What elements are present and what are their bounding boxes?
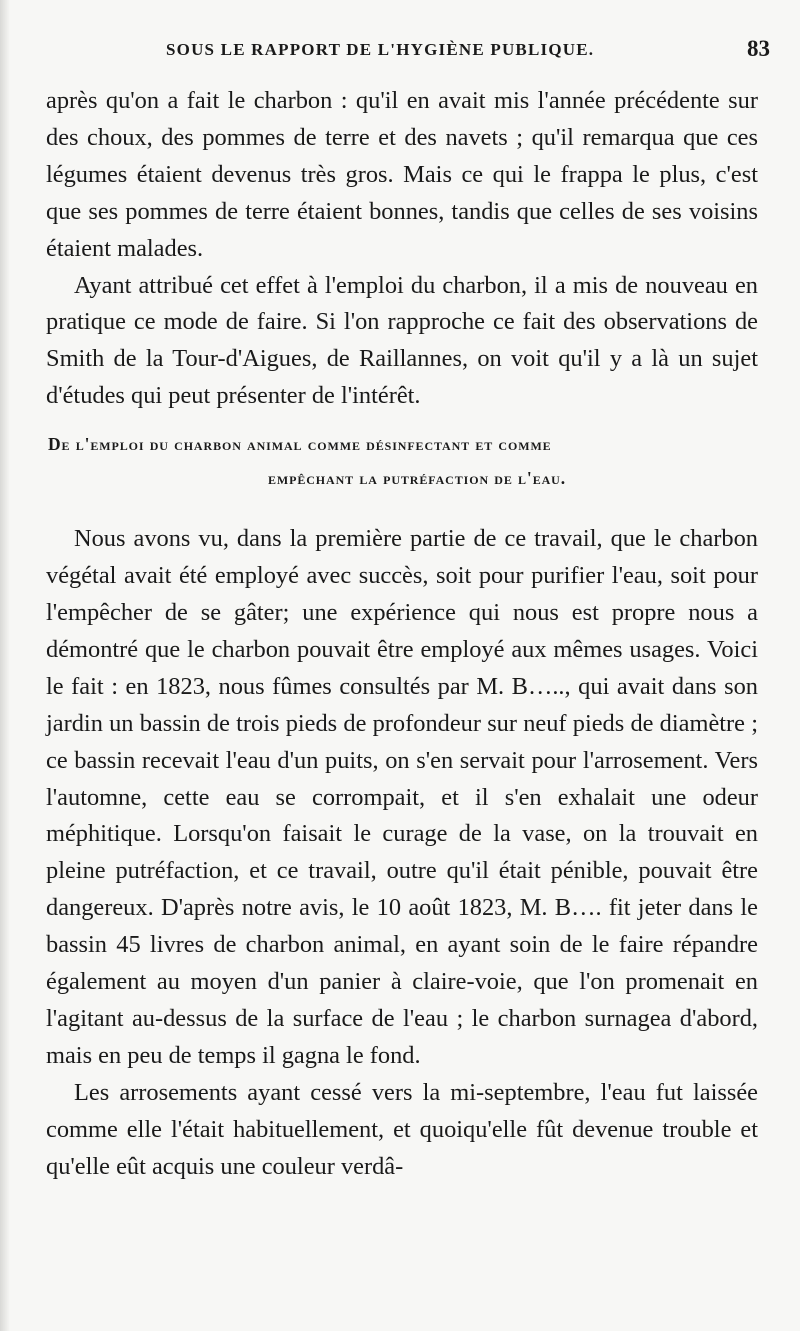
page-gutter-shadow: [0, 0, 10, 1331]
paragraph-arrosements: Les arrosements ayant cessé vers la mi-septembre, l'eau fut laissée comme elle l'était habituellement, et quoiqu'elle fût devenue trouble et qu'elle eût acquis une couleur verdâ-: [46, 1078, 758, 1180]
page-number: 83: [747, 36, 770, 61]
running-head: [0, 36, 800, 68]
paragraph-experiment: Nous avons vu, dans la première partie de ce travail, que le charbon végétal avait été employé avec succès, soit pour purifier l'eau, soit pour l'empêcher de se gâter; une expérience qui nous est propre nous a démontré que le charbon pouvait être employé aux mêmes usages. Voici le fait : en 1823, nous fûmes consultés par M. B….., qui avait dans son jardin un bassin de trois pieds de profondeur sur neuf pieds de diamètre ; ce bassin recevait l'eau d'un puits, on s'en servait pour l'arrosement. Vers l'automne, cette eau se corrompait, et il s'en exhalait une odeur méphitique. Lorsqu'on faisait le curage de la vase, on la trouvait en pleine putréfaction, et ce travail, outre qu'il était pénible, pouvait être dangereux. D'après notre avis, le 10 août 1823, M. B…. fit jeter dans le bassin 45 livres de charbon animal, en ayant soin de le faire répandre également au moyen d'un panier à claire-voie, que l'on promenait en l'agitant au-dessus de la surface de l'eau ; le charbon surnagea d'abord, mais en peu de temps il gagna le fond.: [46, 525, 758, 1069]
paragraph-continuation: après qu'on a fait le charbon : qu'il en avait mis l'année précédente sur des choux, des pommes de terre et des navets ; qu'il remarqua que ces légumes étaient devenus très gros. Mais ce qui le frappa le plus, c'est que ses pommes de terre étaient bonnes, tandis que celles de ses voisins étaient malades.: [46, 87, 758, 262]
section-heading-line-1: De l'emploi du charbon animal comme désinfectant et comme: [48, 434, 552, 455]
running-title: SOUS LE RAPPORT DE L'HYGIÈNE PUBLIQUE.: [166, 40, 595, 59]
section-heading-line-2: empêchant la putréfaction de l'eau.: [267, 468, 567, 489]
page-body: [46, 83, 758, 1185]
paragraph-charcoal-effect: Ayant attribué cet effet à l'emploi du charbon, il a mis de nouveau en pratique ce mode de faire. Si l'on rapproche ce fait des observations de Smith de la Tour-d'Aigues, de Raillannes, on voit qu'il y a là un sujet d'études qui peut présenter de l'intérêt.: [46, 271, 758, 410]
section-heading: [46, 427, 758, 495]
